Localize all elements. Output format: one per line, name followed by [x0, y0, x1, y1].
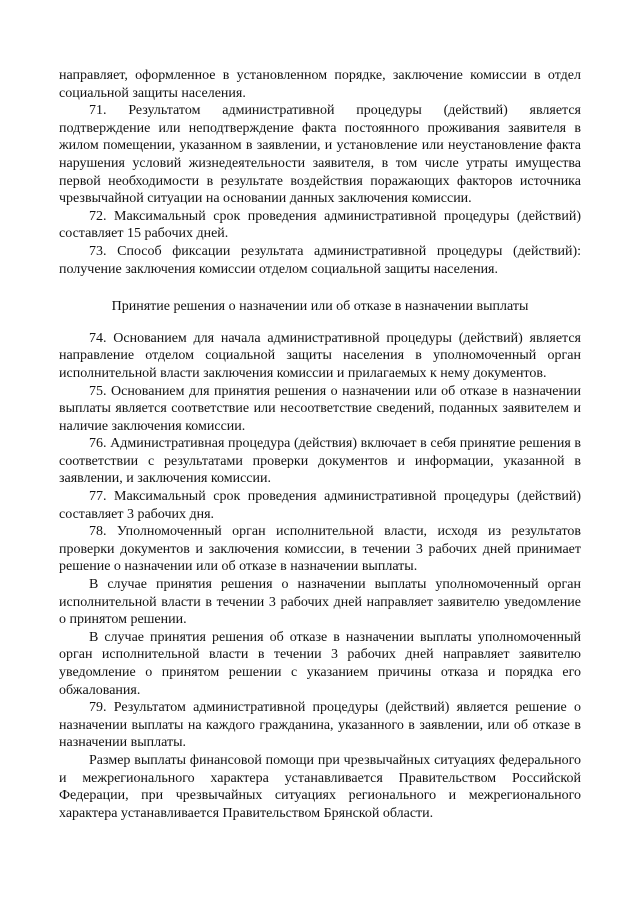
paragraph-73: 73. Способ фиксации результата административной процедуры (действий): получение заключения комиссии отделом социальной защиты населения.: [59, 243, 581, 277]
paragraph-78-notify-refusal: В случае принятия решения об отказе в назначении выплаты уполномоченный орган исполнительной власти в течении 3 рабочих дней направляет заявителю уведомление о принятом решении с указанием причины отказа и порядка его обжалования.: [59, 629, 581, 698]
paragraph-78-notify-approval: В случае принятия решения о назначении выплаты уполномоченный орган исполнительной власти в течении 3 рабочих дней направляет заявителю уведомление о принятом решении.: [59, 577, 581, 628]
paragraph-continuation: направляет, оформленное в установленном порядке, заключение комиссии в отдел социальной защиты населения.: [59, 68, 581, 101]
paragraph-payment-amount: Размер выплаты финансовой помощи при чрезвычайных ситуациях федерального и межрегионального характера устанавливается Правительством Российской Федерации, при чрезвычайных ситуациях регионального и межрегионального характера устанавливается Правительством Брянской области.: [59, 752, 581, 821]
paragraph-76: 76. Административная процедура (действия) включает в себя принятие решения в соответствии с результатами проверки документов и информации, указанной в заявлении, и заключения комиссии.: [59, 436, 581, 487]
paragraph-79: 79. Результатом административной процедуры (действий) является решение о назначении выплаты на каждого гражданина, указанного в заявлении, или об отказе в назначении выплаты.: [59, 700, 581, 751]
paragraph-77: 77. Максимальный срок проведения административной процедуры (действий) составляет 3 рабочих дня.: [59, 489, 581, 522]
document-page: [59, 67, 581, 822]
paragraph-71: 71. Результатом административной процедуры (действий) является подтверждение или неподтверждение факта постоянного проживания заявителя в жилом помещении, указанном в заявлении, и установление или неустановление факта нарушения условий жизнедеятельности заявителя, в том числе утраты имущества первой необходимости в результате воздействия поражающих факторов источника чрезвычайной ситуации на основании данных заключения комиссии.: [59, 103, 581, 207]
paragraph-78: 78. Уполномоченный орган исполнительной власти, исходя из результатов проверки документов и заключения комиссии, в течении 3 рабочих дней принимает решение о назначении или об отказе в назначении выплаты.: [59, 524, 581, 575]
paragraph-75: 75. Основанием для принятия решения о назначении или об отказе в назначении выплаты является соответствие или несоответствие сведений, поданных заявителем и наличие заключения комиссии.: [59, 383, 581, 434]
section-heading: Принятие решения о назначении или об отказе в назначении выплаты: [111, 299, 529, 315]
paragraph-74: 74. Основанием для начала административной процедуры (действий) является направление отделом социальной защиты населения в уполномоченный орган исполнительной власти заключения комиссии и прилагаемых к нему документов.: [59, 330, 581, 381]
paragraph-72: 72. Максимальный срок проведения административной процедуры (действий) составляет 15 рабочих дней.: [59, 208, 581, 242]
